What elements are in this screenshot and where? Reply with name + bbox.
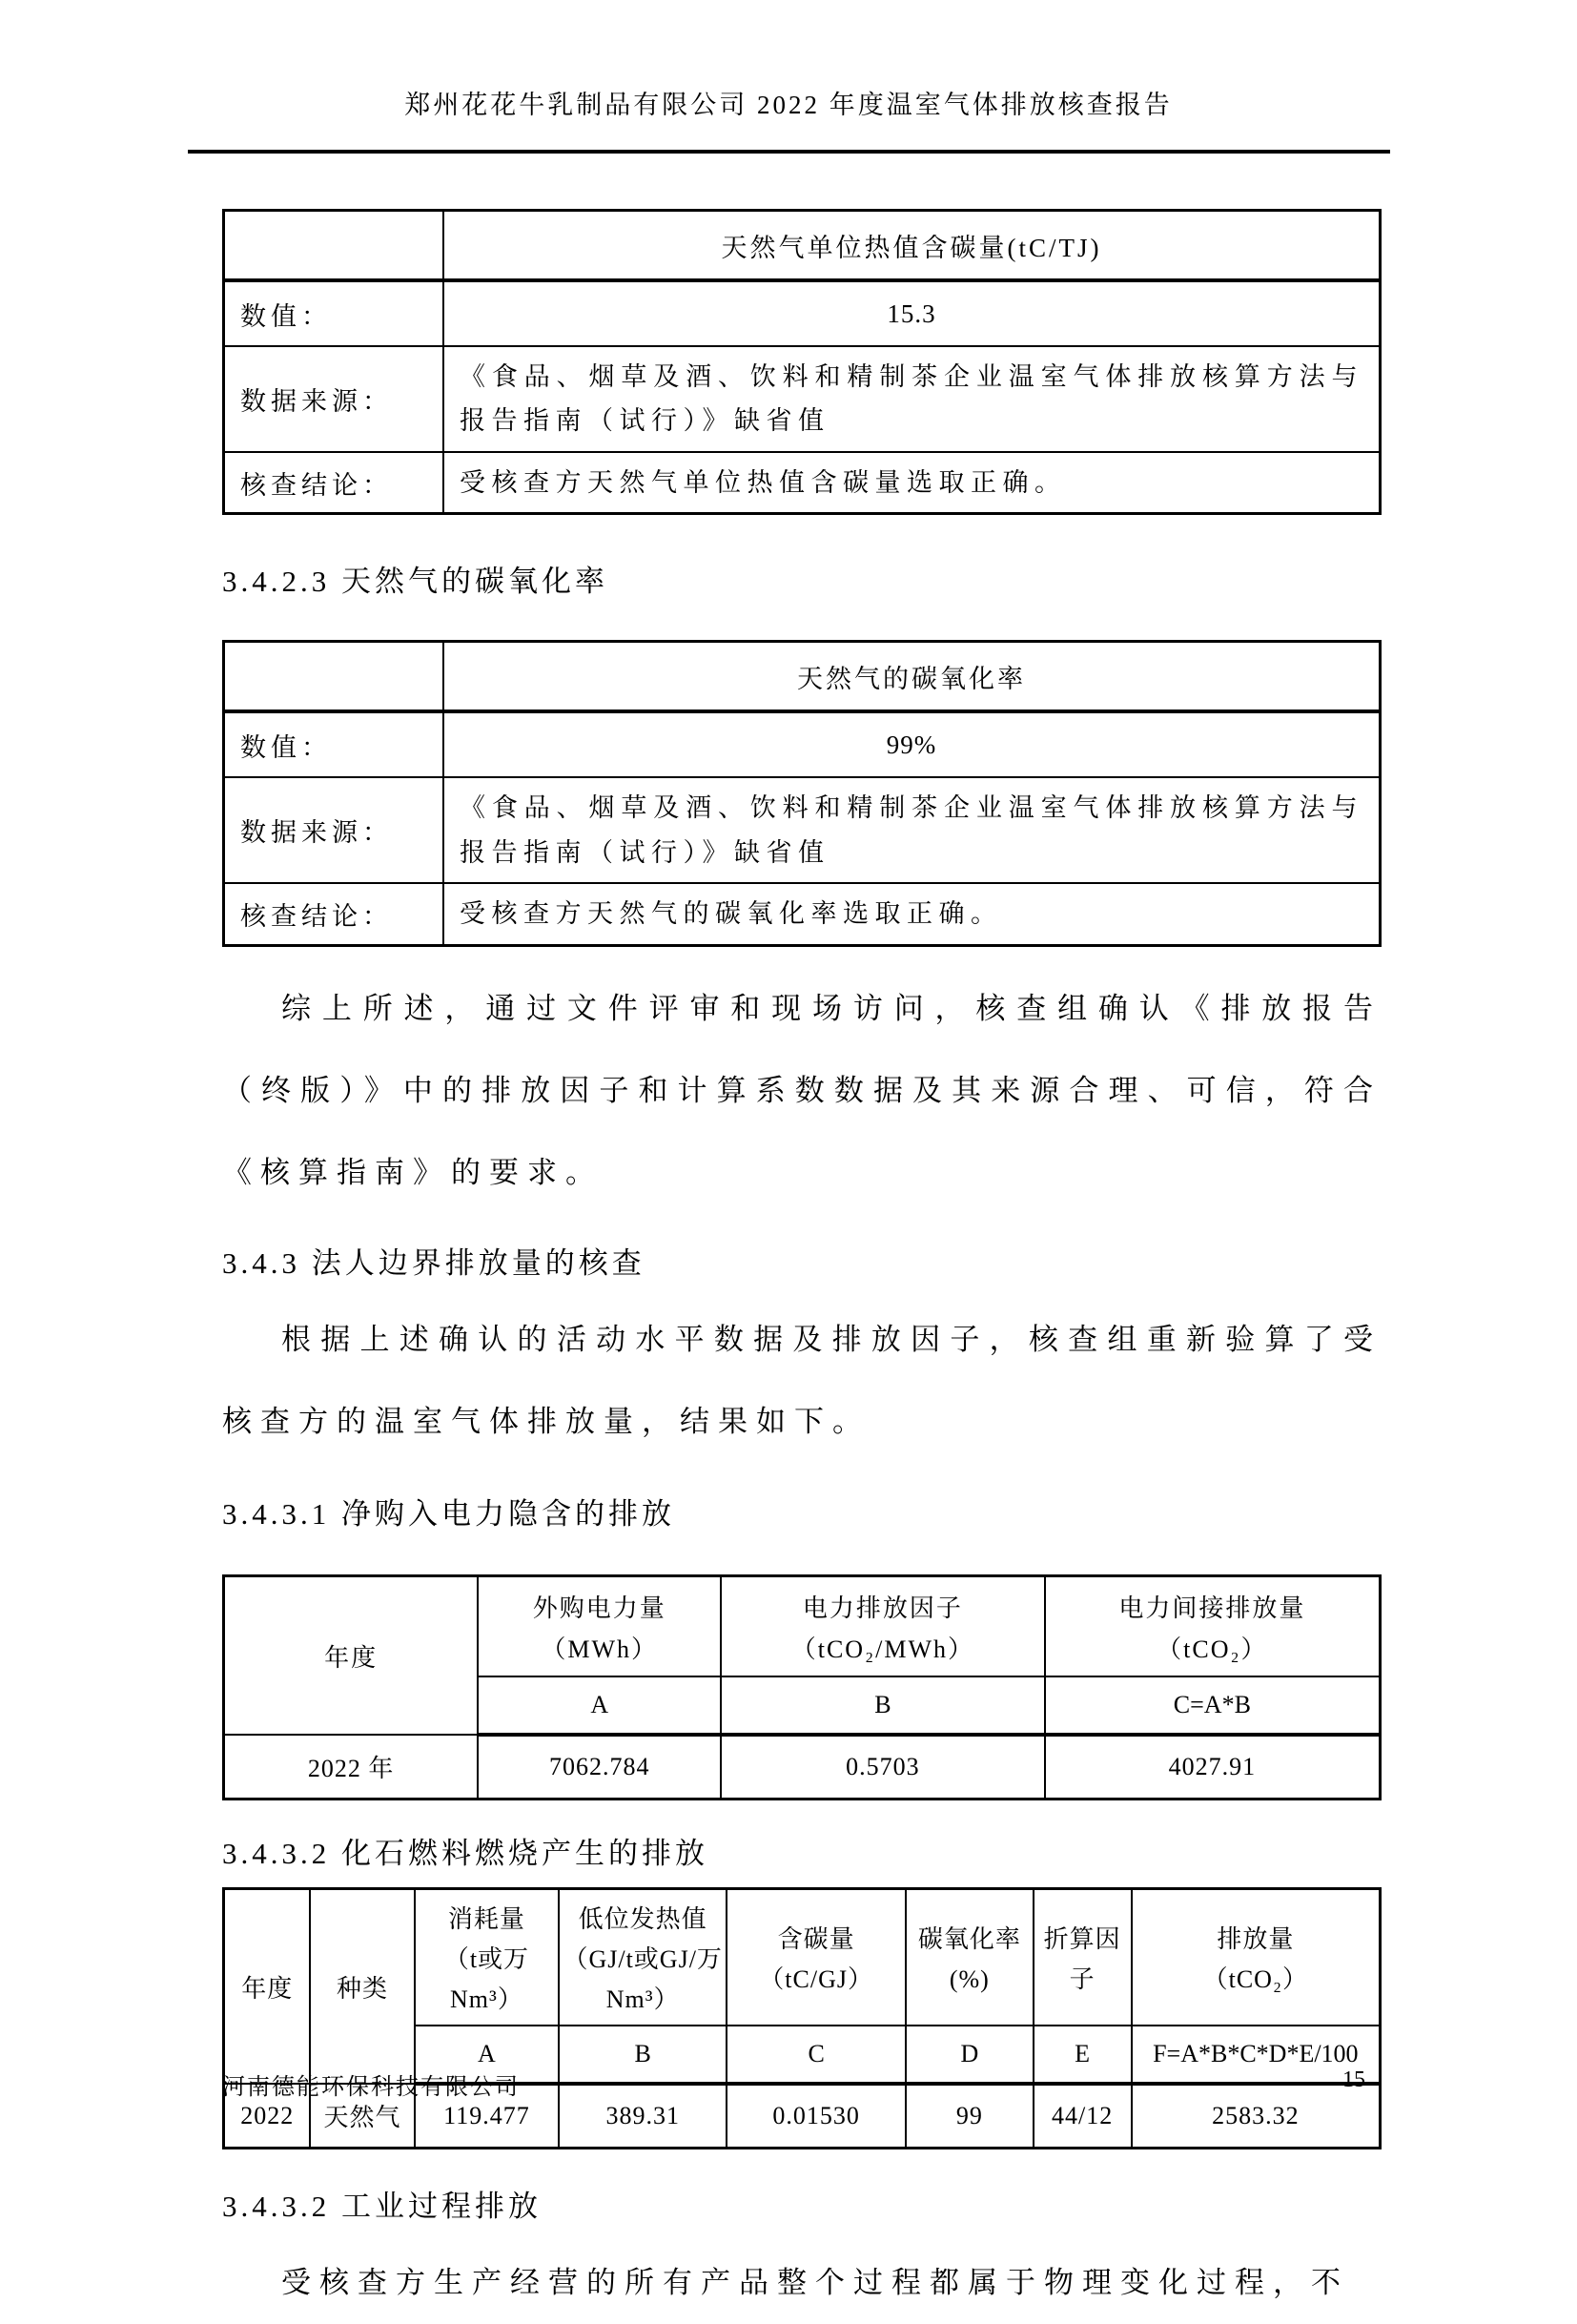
table-row — [224, 280, 1381, 346]
section-heading-3-4-3-2-fuel: 3.4.3.2 化石燃料燃烧产生的排放 — [222, 1837, 708, 1871]
letter-cell: B — [559, 2026, 727, 2084]
conclusion-label-cell: 核查结论： — [224, 883, 443, 945]
letter-cell: A — [478, 1676, 721, 1735]
column-header-cell — [1045, 1575, 1381, 1676]
column-name: 排放量 — [1217, 1925, 1295, 1954]
column-header-cell — [727, 1889, 906, 2026]
conclusion-label-cell: 核查结论： — [224, 452, 443, 514]
source-value-cell: 《食品、烟草及酒、饮料和精制茶企业温室气体排放核算方法与报告指南（试行）》缺省值 — [443, 777, 1381, 883]
column-header-cell — [1132, 1889, 1381, 2026]
letter-cell: C=A*B — [1045, 1676, 1381, 1735]
table-header-row — [224, 1575, 1381, 1676]
table-row — [224, 642, 1381, 712]
document-header-title: 郑州花花牛乳制品有限公司 2022 年度温室气体排放核查报告 — [404, 91, 1173, 119]
content-area — [222, 209, 1382, 2324]
recalculation-paragraph: 根据上述确认的活动水平数据及排放因子，核查组重新验算了受核查方的温室气体排放量，结果如下。 — [222, 1322, 1382, 1438]
fuel-combustion-table — [222, 1887, 1382, 2149]
table-row — [224, 211, 1381, 281]
footer-page-number: 15 — [1342, 2067, 1365, 2092]
letter-cell: C — [727, 2026, 906, 2084]
table-data-row — [224, 1735, 1381, 1800]
oxidation-rate-table — [222, 640, 1382, 946]
value-cell: 15.3 — [443, 280, 1381, 346]
column-header-cell — [415, 1889, 560, 2026]
table-row — [224, 777, 1381, 883]
emission-cell: 2583.32 — [1132, 2084, 1381, 2149]
electricity-emission-table — [222, 1574, 1382, 1801]
conclusion-value-cell: 受核查方天然气的碳氧化率选取正确。 — [443, 883, 1381, 945]
carbon-content-table — [222, 209, 1382, 515]
heating-value-cell: 389.31 — [559, 2084, 727, 2149]
oxidation-rate-cell: 99 — [906, 2084, 1033, 2149]
column-header-cell — [906, 1889, 1033, 2026]
letter-cell: A — [415, 2026, 560, 2084]
type-header-cell: 种类 — [310, 1889, 414, 2084]
letter-cell: B — [721, 1676, 1045, 1735]
year-header-cell: 年度 — [224, 1889, 311, 2084]
column-name: 低位发热值（GJ/t或GJ/万Nm³） — [563, 1905, 723, 2013]
column-name: 含碳量 — [777, 1925, 855, 1954]
footer-company-name: 河南德能环保科技有限公司 — [222, 2075, 520, 2100]
source-label-cell: 数据来源： — [224, 777, 443, 883]
value-label-cell: 数值： — [224, 280, 443, 346]
table-title-cell: 天然气单位热值含碳量(tC/TJ) — [443, 211, 1381, 281]
table-row — [224, 452, 1381, 514]
column-unit: （tC/GJ） — [759, 1964, 873, 1993]
indirect-emission-cell: 4027.91 — [1045, 1735, 1381, 1800]
carbon-content-cell: 0.01530 — [727, 2084, 906, 2149]
source-label-cell: 数据来源： — [224, 346, 443, 452]
conclusion-value-cell: 受核查方天然气单位热值含碳量选取正确。 — [443, 452, 1381, 514]
empty-header-cell — [224, 642, 443, 712]
column-name: 电力排放因子 — [802, 1594, 963, 1622]
year-cell: 2022 年 — [224, 1735, 479, 1800]
table-row — [224, 346, 1381, 452]
column-unit: （tCO₂/MWh） — [790, 1635, 975, 1663]
year-header-cell: 年度 — [224, 1575, 479, 1735]
letter-cell: E — [1034, 2026, 1132, 2084]
value-cell: 99% — [443, 711, 1381, 777]
source-value-cell: 《食品、烟草及酒、饮料和精制茶企业温室气体排放核算方法与报告指南（试行）》缺省值 — [443, 346, 1381, 452]
empty-header-cell — [224, 211, 443, 281]
emission-factor-cell: 0.5703 — [721, 1735, 1045, 1800]
column-header-cell — [1034, 1889, 1132, 2026]
consumption-cell: 119.477 — [415, 2084, 560, 2149]
table-row — [224, 883, 1381, 945]
table-title-cell: 天然气的碳氧化率 — [443, 642, 1381, 712]
conversion-factor-cell: 44/12 — [1034, 2084, 1132, 2149]
industrial-process-paragraph: 受核查方生产经营的所有产品整个过程都属于物理变化过程，不 — [281, 2266, 1349, 2300]
column-name: 消耗量 — [447, 1905, 525, 1934]
letter-cell: D — [906, 2026, 1033, 2084]
section-heading-3-4-2-3: 3.4.2.3 天然气的碳氧化率 — [222, 565, 608, 599]
year-cell: 2022 — [224, 2084, 311, 2149]
column-name: 电力间接排放量 — [1118, 1594, 1306, 1622]
column-name: 折算因子 — [1043, 1925, 1121, 1993]
column-header-cell — [559, 1889, 727, 2026]
table-header-row — [224, 1889, 1381, 2026]
column-unit: （MWh） — [541, 1635, 659, 1663]
column-name: 碳氧化率(%) — [917, 1925, 1021, 1993]
section-heading-3-4-3-2-process: 3.4.3.2 工业过程排放 — [222, 2190, 542, 2224]
value-label-cell: 数值： — [224, 711, 443, 777]
column-header-cell — [721, 1575, 1045, 1676]
column-unit: （t或万Nm³） — [443, 1945, 530, 2013]
section-heading-3-4-3: 3.4.3 法人边界排放量的核查 — [222, 1245, 645, 1280]
letter-cell: F=A*B*C*D*E/100 — [1132, 2026, 1381, 2084]
column-name: 外购电力量 — [532, 1594, 666, 1622]
purchased-electricity-cell: 7062.784 — [478, 1735, 721, 1800]
summary-paragraph: 综上所述，通过文件评审和现场访问，核查组确认《排放报告（终版）》中的排放因子和计算系数数据及其来源合理、可信，符合《核算指南》的要求。 — [222, 991, 1382, 1189]
table-row — [224, 711, 1381, 777]
column-unit: （tCO₂） — [1202, 1964, 1309, 1993]
header-divider-rule — [188, 150, 1390, 154]
column-unit: （tCO₂） — [1157, 1635, 1268, 1663]
fuel-type-cell: 天然气 — [310, 2084, 414, 2149]
section-heading-3-4-3-1: 3.4.3.1 净购入电力隐含的排放 — [222, 1496, 675, 1531]
column-header-cell — [478, 1575, 721, 1676]
